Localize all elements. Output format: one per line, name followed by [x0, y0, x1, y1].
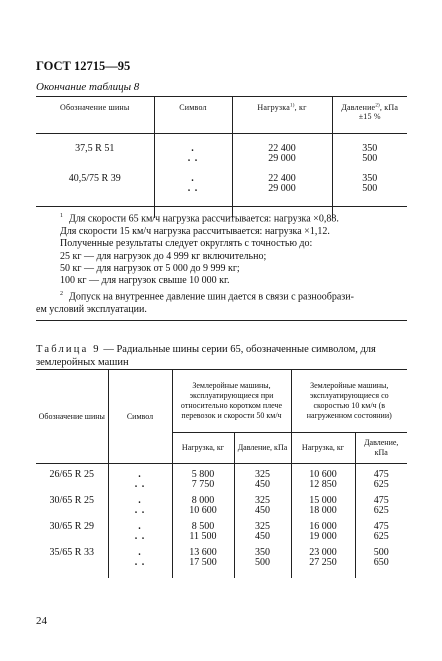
pressure-loaded-cell-value: 625 — [373, 505, 389, 516]
load-short-haul-cell — [172, 490, 234, 516]
col-header-load-1: Нагрузка, кг — [172, 433, 234, 464]
footnote-line: Для скорости 15 км/ч нагрузка рассчитывается: нагрузка ×1,12. — [60, 225, 330, 237]
pressure-short-haul-cell — [234, 516, 291, 542]
symbol-cell-value: . . — [134, 479, 146, 490]
pressure-loaded-cell-value: 475 — [373, 469, 389, 480]
col-group-loaded: Землеройные машины, эксплуатирующиеся со скоростью 10 км/ч (в нагруженном состоянии) — [291, 370, 407, 433]
table-row — [36, 490, 407, 516]
pressure-short-haul-cell-value: 450 — [255, 505, 270, 516]
pressure-label: Давление — [341, 103, 376, 112]
pressure-loaded-cell — [355, 516, 407, 542]
load-unit: , кг — [294, 103, 307, 112]
pressure-short-haul-cell — [234, 542, 291, 578]
load-loaded-cell-value: 23 000 — [309, 547, 337, 558]
table-9-caption — [36, 343, 407, 369]
pressure-cell-value: 350 — [362, 143, 378, 154]
pressure-loaded-cell — [355, 464, 407, 491]
table-row — [36, 134, 407, 165]
pressure-short-haul-cell-value: 325 — [255, 469, 270, 480]
pressure-short-haul-cell-value: 325 — [255, 495, 270, 506]
load-loaded-cell-value: 19 000 — [309, 531, 337, 542]
symbol-cell-value: . — [138, 469, 142, 480]
pressure-short-haul-cell-value: 450 — [255, 531, 270, 542]
pressure-loaded-cell — [355, 542, 407, 578]
pressure-footnote-ref: 2) — [375, 103, 380, 109]
load-loaded-cell — [291, 542, 355, 578]
footnote-line: ем условий эксплуатации. — [36, 303, 147, 315]
load-short-haul-cell-value: 5 800 — [191, 469, 215, 480]
table-continuation-caption: Окончание таблицы 8 — [36, 81, 140, 93]
footnote-line: 50 кг — для нагрузок от 5 000 до 9 999 кг; — [60, 262, 240, 274]
load-loaded-cell-value: 27 250 — [309, 557, 337, 568]
symbol-cell-value: . . — [134, 557, 146, 568]
load-cell — [232, 134, 332, 165]
footnotes — [36, 206, 407, 316]
load-short-haul-cell-value: 11 500 — [189, 531, 217, 542]
table-8 — [36, 96, 407, 218]
symbol-cell-value: . — [191, 143, 195, 154]
col-header-pressure-1: Давление, кПа — [234, 433, 291, 464]
pressure-loaded-cell-value: 625 — [373, 479, 389, 490]
pressure-cell — [332, 164, 407, 194]
table-row — [36, 164, 407, 194]
load-loaded-cell-value: 10 600 — [309, 469, 337, 480]
symbol-cell-value: . — [138, 547, 142, 558]
table-9-label: Таблица 9 — [36, 344, 101, 355]
symbol-cell — [108, 516, 172, 542]
load-short-haul-cell — [172, 464, 234, 491]
table-9-header-row-1 — [36, 370, 407, 433]
load-loaded-cell — [291, 464, 355, 491]
symbol-cell-value: . . — [134, 505, 146, 516]
pressure-cell-value: 350 — [362, 173, 378, 184]
col-header-tire: Обозначение шины — [36, 370, 108, 464]
pressure-loaded-cell-value: 500 — [373, 547, 389, 558]
symbol-cell — [108, 490, 172, 516]
pressure-short-haul-cell-value: 450 — [255, 479, 270, 490]
pressure-cell — [332, 134, 407, 165]
pressure-loaded-cell-value: 475 — [373, 495, 389, 506]
standard-header: ГОСТ 12715—95 — [36, 59, 131, 73]
pressure-tolerance: ±15 % — [358, 112, 381, 121]
footnote-2-line — [36, 288, 407, 304]
col-group-short-haul: Землеройные машины, эксплуатирующиеся при относительно коротком плече перевозок и скорости 50 км/ч — [172, 370, 291, 433]
symbol-cell — [154, 134, 232, 165]
tire-size: 30/65 R 29 — [36, 516, 108, 542]
tire-size: 30/65 R 25 — [36, 490, 108, 516]
table-9-title: — Радиальные шины серии 65, обозначенные символом, для землеройных машин — [36, 344, 376, 368]
table-8-header-row — [36, 97, 407, 134]
tire-size: 35/65 R 33 — [36, 542, 108, 578]
load-loaded-cell-value: 18 000 — [309, 505, 337, 516]
symbol-cell — [108, 542, 172, 578]
pressure-loaded-cell-value: 475 — [373, 521, 389, 532]
symbol-cell-value: . — [191, 173, 195, 184]
pressure-cell-value: 500 — [362, 153, 378, 164]
symbol-cell-value: . — [138, 495, 142, 506]
load-loaded-cell — [291, 516, 355, 542]
load-short-haul-cell — [172, 516, 234, 542]
load-short-haul-cell-value: 10 600 — [189, 505, 217, 516]
load-short-haul-cell-value: 7 750 — [191, 479, 215, 490]
load-label: Нагрузка — [257, 103, 291, 112]
load-cell — [232, 164, 332, 194]
symbol-cell-value: . . — [134, 531, 146, 542]
footnote-line: 100 кг — для нагрузок свыше 10 000 кг. — [60, 275, 230, 287]
col-header-symbol: Символ — [154, 97, 232, 134]
page-number: 24 — [36, 615, 47, 627]
table-row — [36, 464, 407, 491]
table-9 — [36, 369, 407, 578]
footnote-line: 25 кг — для нагрузок до 4 999 кг включительно; — [60, 250, 267, 262]
pressure-loaded-cell-value: 650 — [373, 557, 389, 568]
load-short-haul-cell-value: 8 500 — [191, 521, 215, 532]
symbol-cell-value: . — [138, 521, 142, 532]
col-header-symbol: Символ — [108, 370, 172, 464]
load-cell-value: 22 400 — [268, 143, 296, 154]
pressure-loaded-cell-value: 625 — [373, 531, 389, 542]
col-header-load — [232, 97, 332, 134]
col-header-load-2: Нагрузка, кг — [291, 433, 355, 464]
load-short-haul-cell-value: 13 600 — [189, 547, 217, 558]
load-loaded-cell-value: 16 000 — [309, 521, 337, 532]
load-short-haul-cell-value: 8 000 — [191, 495, 215, 506]
symbol-cell — [154, 164, 232, 194]
pressure-short-haul-cell-value: 350 — [255, 547, 270, 558]
load-cell-value: 29 000 — [268, 183, 296, 194]
col-header-pressure-2: Давление, кПа — [355, 433, 407, 464]
footnote-1-marker: 1 — [60, 213, 63, 219]
footnote-text: Для скорости 65 км/ч нагрузка рассчитывается: нагрузка ×0,88. — [69, 213, 339, 225]
load-loaded-cell-value: 12 850 — [309, 479, 337, 490]
footnote-1-line — [36, 210, 407, 226]
load-footnote-ref: 1) — [290, 103, 295, 109]
table-row — [36, 542, 407, 578]
load-loaded-cell — [291, 490, 355, 516]
pressure-short-haul-cell — [234, 490, 291, 516]
footnote-2-marker: 2 — [60, 290, 63, 297]
tire-size: 40,5/75 R 39 — [36, 164, 154, 194]
load-short-haul-cell — [172, 542, 234, 578]
load-cell-value: 22 400 — [268, 173, 296, 184]
col-header-pressure — [332, 97, 407, 134]
pressure-short-haul-cell-value: 325 — [255, 521, 270, 532]
symbol-cell-value: . . — [187, 153, 199, 164]
pressure-cell-value: 500 — [362, 183, 378, 194]
footnotes-bottom-rule — [36, 320, 407, 321]
pressure-short-haul-cell — [234, 464, 291, 491]
tire-size: 37,5 R 51 — [36, 134, 154, 165]
pressure-short-haul-cell-value: 500 — [255, 557, 270, 568]
load-loaded-cell-value: 15 000 — [309, 495, 337, 506]
table-row — [36, 516, 407, 542]
footnote-text: Допуск на внутреннее давление шин дается в связи с разнообрази- — [69, 291, 354, 303]
tire-size: 26/65 R 25 — [36, 464, 108, 491]
col-header-tire: Обозначение шины — [36, 97, 154, 134]
load-short-haul-cell-value: 17 500 — [189, 557, 217, 568]
pressure-unit: , кПа — [379, 103, 399, 112]
load-cell-value: 29 000 — [268, 153, 296, 164]
symbol-cell-value: . . — [187, 183, 199, 194]
symbol-cell — [108, 464, 172, 491]
pressure-loaded-cell — [355, 490, 407, 516]
footnote-line: Полученные результаты следует округлять с точностью до: — [60, 238, 313, 250]
